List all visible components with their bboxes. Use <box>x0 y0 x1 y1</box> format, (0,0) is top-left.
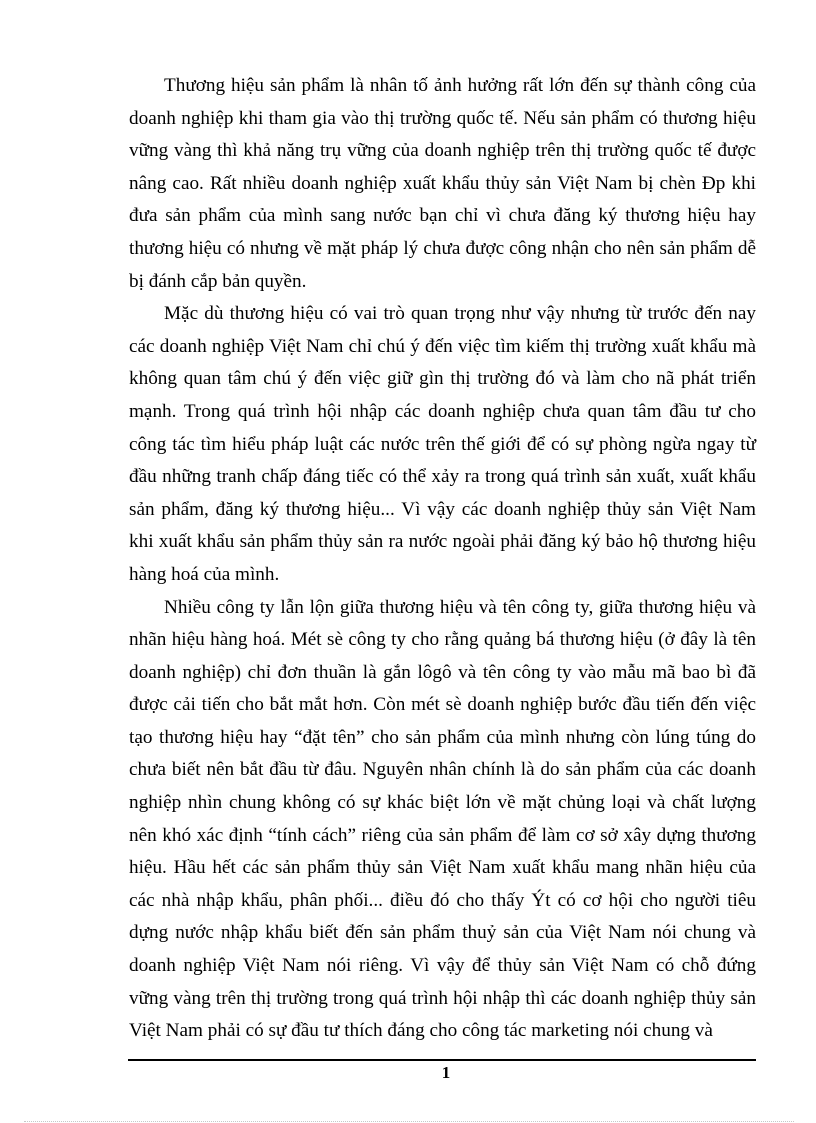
paragraph-3: Nhiều công ty lẫn lộn giữa thương hiệu và tên công ty, giữa thương hiệu và nhãn hiệu hàng hoá. Mét sè công ty cho rằng quảng bá thương hiệu (ở đây là tên doanh nghiệp) chỉ đơn thuần là gắn lôgô và tên công ty vào mẫu mã bao bì đã được cải tiến cho bắt mắt hơn. Còn mét sè doanh nghiệp bước đầu tiến đến việc tạo thương hiệu hay “đặt tên” cho sản phẩm của mình nhưng còn lúng túng do chưa biết nên bắt đầu từ đâu. Nguyên nhân chính là do sản phẩm của các doanh nghiệp nhìn chung không có sự khác biệt lớn về mặt chủng loại và chất lượng nên khó xác định “tính cách” riêng của sản phẩm để làm cơ sở xây dựng thương hiệu. Hầu hết các sản phẩm thủy sản Việt Nam xuất khẩu mang nhãn hiệu của các nhà nhập khẩu, phân phối... điều đó cho thấy Ýt có cơ hội cho người tiêu dựng nước nhập khẩu biết đến sản phẩm thuỷ sản của Việt Nam nói chung và doanh nghiệp Việt Nam nói riêng. Vì vậy để thủy sản Việt Nam có chỗ đứng vững vàng trên thị trường trong quá trình hội nhập thì các doanh nghiệp thủy sản Việt Nam phải có sự đầu tư thích đáng cho công tác marketing nói chung và <box>129 596 756 1042</box>
footer-divider <box>128 1059 756 1061</box>
paragraph-2: Mặc dù thương hiệu có vai trò quan trọng như vậy nhưng từ trước đến nay các doanh nghiệp Việt Nam chỉ chú ý đến việc tìm kiếm thị trường xuất khẩu mà không quan tâm chú ý đến việc giữ gìn thị trường đó và làm cho nã phát triển mạnh. Trong quá trình hội nhập các doanh nghiệp chưa quan tâm đầu tư cho công tác tìm hiểu pháp luật các nước trên thế giới để có sự phòng ngừa ngay từ đầu những tranh chấp đáng tiếc có thể xảy ra trong quá trình sản xuất, xuất khẩu sản phẩm, đăng ký thương hiệu... Vì vậy các doanh nghiệp thủy sản Việt Nam khi xuất khẩu sản phẩm thủy sản ra nước ngoài phải đăng ký bảo hộ thương hiệu hàng hoá của mình. <box>129 303 756 585</box>
page-boundary <box>24 1121 794 1122</box>
page-number: 1 <box>441 1063 451 1082</box>
paragraph-1: Thương hiệu sản phẩm là nhân tố ảnh hưởng rất lớn đến sự thành công của doanh nghiệp khi tham gia vào thị trường quốc tế. Nếu sản phẩm có thương hiệu vững vàng thì khả năng trụ vững của doanh nghiệp trên thị trường quốc tế được nâng cao. Rất nhiều doanh nghiệp xuất khẩu thủy sản Việt Nam bị chèn Đp khi đưa sản phẩm của mình sang nước bạn chỉ vì chưa đăng ký thương hiệu hay thương hiệu có nhưng về mặt pháp lý chưa được công nhận cho nên sản phẩm dễ bị đánh cắp bản quyền. <box>129 75 756 292</box>
document-body <box>129 70 756 1048</box>
